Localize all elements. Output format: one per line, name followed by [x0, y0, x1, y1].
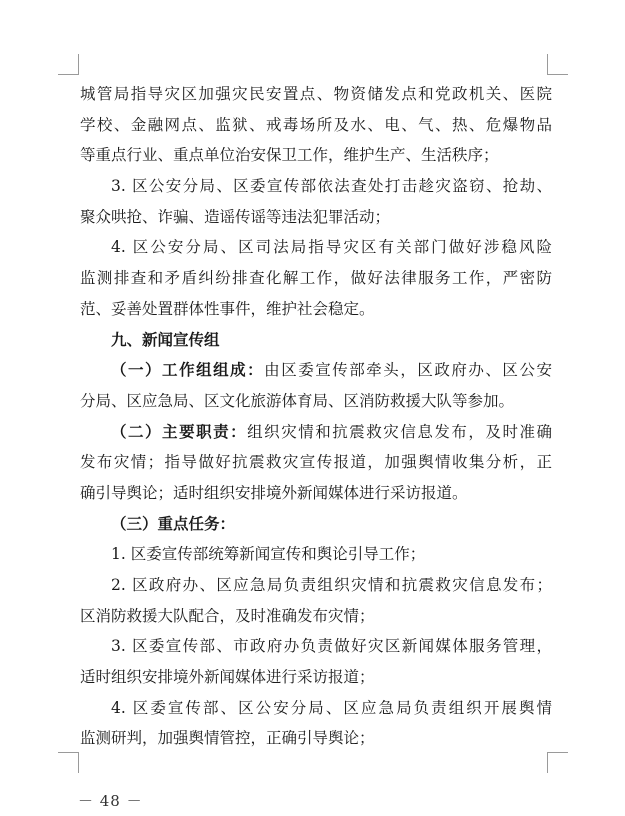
- text-line: 聚众哄抢、诈骗、造谣传谣等违法犯罪活动；: [80, 207, 391, 226]
- crop-mark-top-left: [58, 54, 79, 75]
- subsection-heading: （三）重点任务：: [111, 513, 236, 533]
- duties-text: 组织灾情和抗震救灾信息发布，及时准确: [247, 422, 552, 441]
- text-line: 监测研判，加强舆情管控，正确引导舆论；: [80, 729, 375, 748]
- text-line: 适时组织安排境外新闻媒体进行采访报道；: [80, 668, 375, 687]
- crop-mark-bottom-left: [58, 752, 79, 773]
- crop-mark-bottom-right: [547, 752, 568, 773]
- text-line: 学校、金融网点、监狱、戒毒场所及水、电、气、热、危爆物品: [80, 115, 552, 134]
- text-line: 2. 区政府办、区应急局负责组织灾情和抗震救灾信息发布；: [111, 576, 552, 594]
- text-line: 4. 区公安分局、区司法局指导灾区有关部门做好涉稳风险: [111, 238, 552, 257]
- crop-mark-top-right: [547, 54, 568, 75]
- text-line: 确引导舆论；适时组织安排境外新闻媒体进行采访报道。: [80, 483, 468, 502]
- composition-label: （一）工作组组成：: [111, 360, 265, 380]
- text-line: 监测排查和矛盾纠纷排查化解工作，做好法律服务工作，严密防: [80, 269, 552, 288]
- document-body: [80, 79, 552, 754]
- text-line: [80, 417, 552, 448]
- text-line: 区消防救援大队配合，及时准确发布灾情；: [80, 606, 375, 625]
- text-line: 4. 区委宣传部、区公安分局、区应急局负责组织开展舆情: [111, 698, 552, 717]
- text-line: 3. 区委宣传部、市政府办负责做好灾区新闻媒体服务管理，: [111, 637, 552, 656]
- text-line: [80, 355, 552, 386]
- duties-label: （二）主要职责：: [111, 421, 248, 441]
- text-line: 3. 区公安分局、区委宣传部依法查处打击趁灾盗窃、抢劫、: [111, 177, 552, 196]
- text-line: 等重点行业、重点单位治安保卫工作，维护生产、生活秩序；: [80, 146, 499, 165]
- composition-text: 由区委宣传部牵头，区政府办、区公安: [264, 361, 552, 380]
- text-line: 分局、区应急局、区文化旅游体育局、区消防救援大队等参加。: [80, 391, 515, 410]
- section-heading: 九、新闻宣传组: [111, 329, 220, 349]
- text-line: 发布灾情；指导做好抗震救灾宣传报道，加强舆情收集分析，正: [80, 453, 552, 472]
- text-line: 范、妥善处置群体性事件，维护社会稳定。: [80, 299, 375, 318]
- text-line: 1. 区委宣传部统筹新闻宣传和舆论引导工作；: [111, 545, 426, 564]
- text-line: 城管局指导灾区加强灾民安置点、物资储发点和党政机关、医院: [80, 85, 552, 103]
- page-number: － 48 －: [78, 792, 143, 810]
